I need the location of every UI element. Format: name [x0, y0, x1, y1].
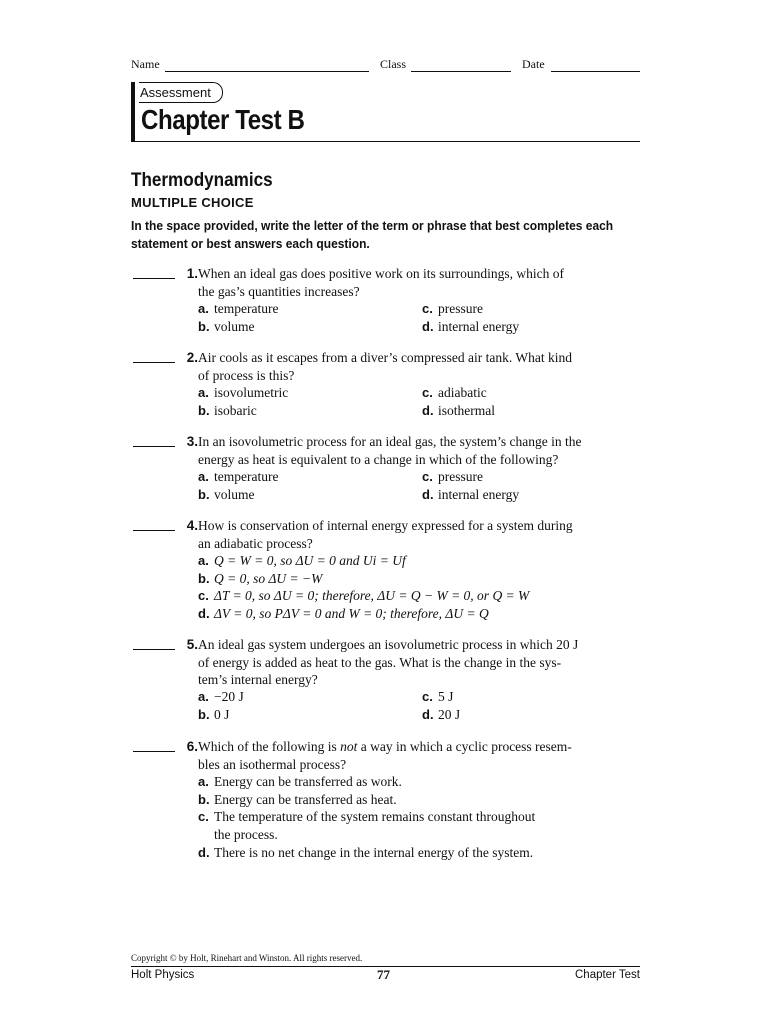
- section-title: Thermodynamics: [131, 170, 273, 191]
- chapter-title: Chapter Test B: [141, 104, 305, 135]
- option-a: a. temperature: [198, 469, 279, 484]
- question-number: 3.: [186, 434, 198, 449]
- option-c: c. 5 J: [422, 689, 454, 704]
- question-line: Air cools as it escapes from a diver’s compressed air tank. What kind: [198, 350, 573, 365]
- answer-blank-3[interactable]: [133, 446, 175, 447]
- header-line: [131, 57, 640, 77]
- title-rule: [135, 141, 640, 142]
- question-line: An ideal gas system undergoes an isovolumetric process in which 20 J: [198, 637, 579, 652]
- name-label: Name: [131, 57, 160, 71]
- option-a: a. temperature: [198, 301, 279, 316]
- answer-blank-4[interactable]: [133, 530, 175, 531]
- option-d: d. internal energy: [422, 487, 520, 502]
- question-line: bles an isothermal process?: [198, 756, 347, 772]
- section-subtitle: MULTIPLE CHOICE: [131, 195, 254, 210]
- question-text: [198, 738, 648, 773]
- date-label: Date: [522, 57, 545, 71]
- option-d: d. There is no net change in the internal energy of the system.: [198, 845, 534, 860]
- question-4: [131, 517, 651, 623]
- assessment-tab: Assessment: [139, 82, 223, 103]
- footer-book-title: Holt Physics: [131, 969, 195, 981]
- question-line: energy as heat is equivalent to a change in which of the following?: [198, 451, 559, 467]
- name-field[interactable]: [165, 71, 369, 72]
- footer-section: Chapter Test: [575, 969, 640, 981]
- question-line: of energy is added as heat to the gas. What is the change in the sys-: [198, 654, 562, 670]
- option-c-continuation: the process.: [214, 827, 278, 842]
- question-2: [131, 349, 651, 424]
- answer-blank-5[interactable]: [133, 649, 175, 650]
- title-accent-bar: [131, 82, 135, 142]
- option-b: b. Energy can be transferred as heat.: [198, 792, 397, 807]
- option-a: a. Q = W = 0, so ΔU = 0 and Ui = Uf: [198, 553, 406, 568]
- option-c: c. pressure: [422, 469, 483, 484]
- question-line: of process is this?: [198, 367, 295, 383]
- option-b: b. isobaric: [198, 403, 257, 418]
- question-text: [198, 349, 648, 384]
- question-line: In an isovolumetric process for an ideal gas, the system’s change in the: [198, 434, 582, 449]
- page-number: 77: [377, 967, 390, 982]
- question-line: the gas’s quantities increases?: [198, 283, 360, 299]
- instructions: In the space provided, write the letter of the term or phrase that best completes each statement or best answers each question.: [131, 219, 614, 251]
- option-b: b. 0 J: [198, 707, 230, 722]
- question-text: [198, 433, 648, 468]
- option-b: b. volume: [198, 319, 255, 334]
- option-b: b. volume: [198, 487, 255, 502]
- option-a: a. −20 J: [198, 689, 244, 704]
- question-1: [131, 265, 651, 340]
- question-number: 4.: [186, 518, 198, 533]
- option-d: d. isothermal: [422, 403, 495, 418]
- question-6: [131, 738, 651, 863]
- date-field[interactable]: [551, 71, 640, 72]
- option-c: c. ΔT = 0, so ΔU = 0; therefore, ΔU = Q − W = 0, or Q = W: [198, 588, 530, 603]
- question-line: How is conservation of internal energy expressed for a system during: [198, 518, 573, 533]
- option-c: c. adiabatic: [422, 385, 487, 400]
- question-3: [131, 433, 651, 508]
- option-a: a. isovolumetric: [198, 385, 289, 400]
- answer-blank-6[interactable]: [133, 751, 175, 752]
- option-d: d. ΔV = 0, so PΔV = 0 and W = 0; therefore, ΔU = Q: [198, 606, 489, 621]
- answer-blank-1[interactable]: [133, 278, 175, 279]
- answer-blank-2[interactable]: [133, 362, 175, 363]
- question-line: When an ideal gas does positive work on its surroundings, which of: [198, 266, 564, 281]
- question-number: 5.: [186, 637, 198, 652]
- copyright-notice: Copyright © by Holt, Rinehart and Winston. All rights reserved.: [131, 953, 363, 963]
- question-text: [198, 517, 648, 552]
- title-block: [131, 82, 640, 142]
- class-label: Class: [380, 57, 407, 71]
- option-a: a. Energy can be transferred as work.: [198, 774, 402, 789]
- option-c: c. The temperature of the system remains constant throughout: [198, 809, 536, 824]
- question-number: 2.: [186, 350, 198, 365]
- question-text: [198, 636, 648, 689]
- option-d: d. 20 J: [422, 707, 461, 722]
- question-number: 6.: [186, 739, 198, 754]
- question-number: 1.: [186, 266, 198, 281]
- question-text: [198, 265, 648, 300]
- option-d: d. internal energy: [422, 319, 520, 334]
- question-line: Which of the following is not a way in which a cyclic process resem-: [198, 739, 572, 754]
- option-b: b. Q = 0, so ΔU = −W: [198, 571, 323, 586]
- class-field[interactable]: [411, 71, 511, 72]
- question-5: [131, 636, 651, 726]
- question-line: tem’s internal energy?: [198, 672, 318, 688]
- option-c: c. pressure: [422, 301, 483, 316]
- question-line: an adiabatic process?: [198, 535, 313, 551]
